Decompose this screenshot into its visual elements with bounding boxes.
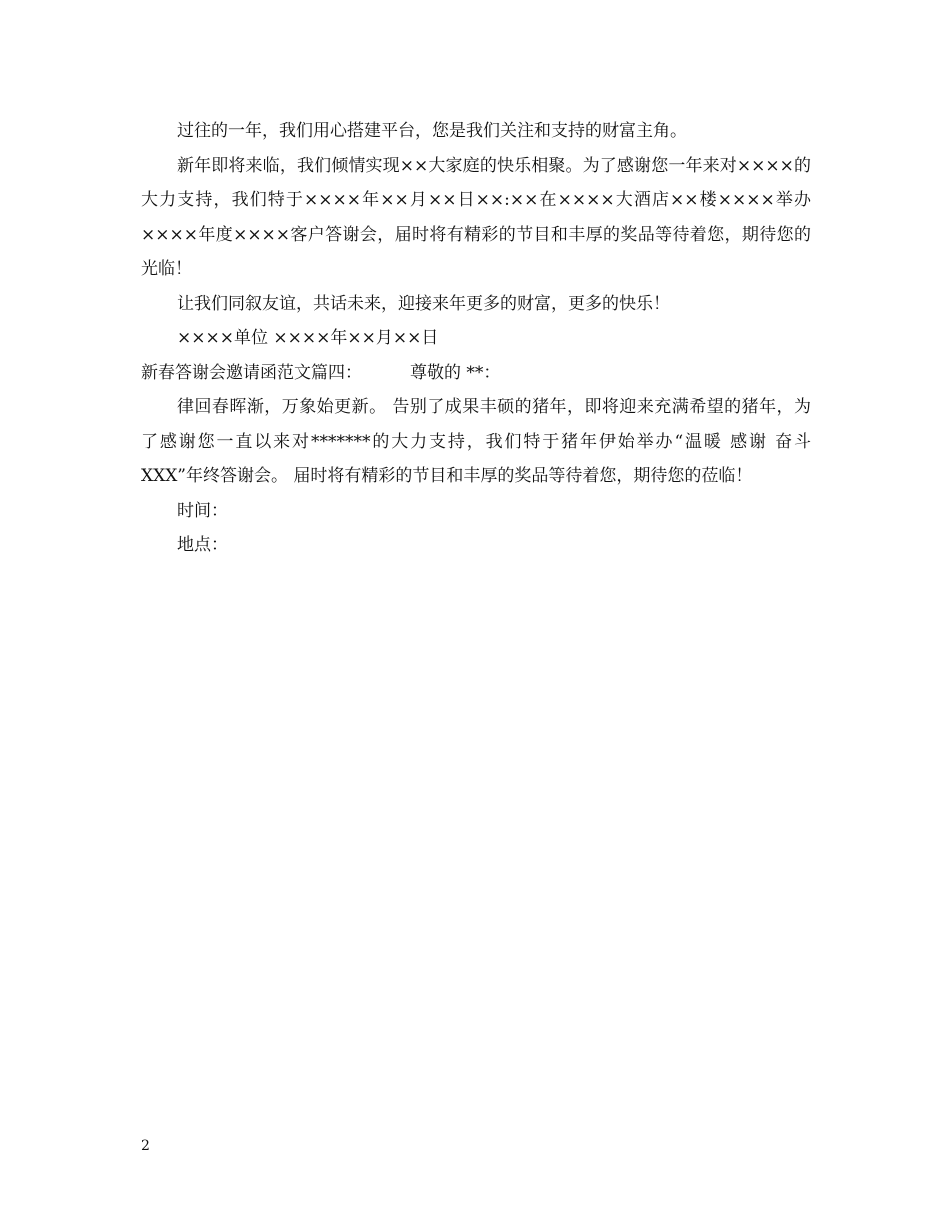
time-label: 时间： bbox=[177, 500, 228, 521]
paragraph: 过往的一年，我们用心搭建平台，您是我们关注和支持的财富主角。 bbox=[177, 121, 687, 141]
paragraph: 新年即将来临，我们倾情实现××大家庭的快乐相聚。为了感谢您一年来对××××的大力支持，我们特于××××年××月××日××:××在××××大酒店××楼××××举办××××年度××××客户答谢会，届时将有精彩的节目和丰厚的奖品等待着您，期待您的光临！ bbox=[141, 155, 811, 279]
document-body bbox=[141, 114, 811, 563]
section-heading-line bbox=[141, 356, 811, 391]
section-heading: 新春答谢会邀请函范文篇四： bbox=[141, 362, 362, 383]
paragraph: 让我们同叙友谊，共话未来，迎接来年更多的财富，更多的快乐！ bbox=[177, 293, 670, 314]
salutation: 尊敬的 **： bbox=[410, 362, 501, 383]
page-number: 2 bbox=[141, 1138, 150, 1154]
paragraph: 律回春晖渐，万象始更新。 告别了成果丰硕的猪年，即将迎来充满希望的猪年，为了感谢您一直以来对*******的大力支持，我们特于猪年伊始举办“温暖 感谢 奋斗 XXX”年终答谢会。 届时将有精彩的节目和丰厚的奖品等待着您，期待您的莅临！ bbox=[141, 397, 811, 486]
location-label: 地点： bbox=[177, 535, 228, 555]
signature-line: ××××单位 ××××年××月××日 bbox=[177, 328, 439, 348]
